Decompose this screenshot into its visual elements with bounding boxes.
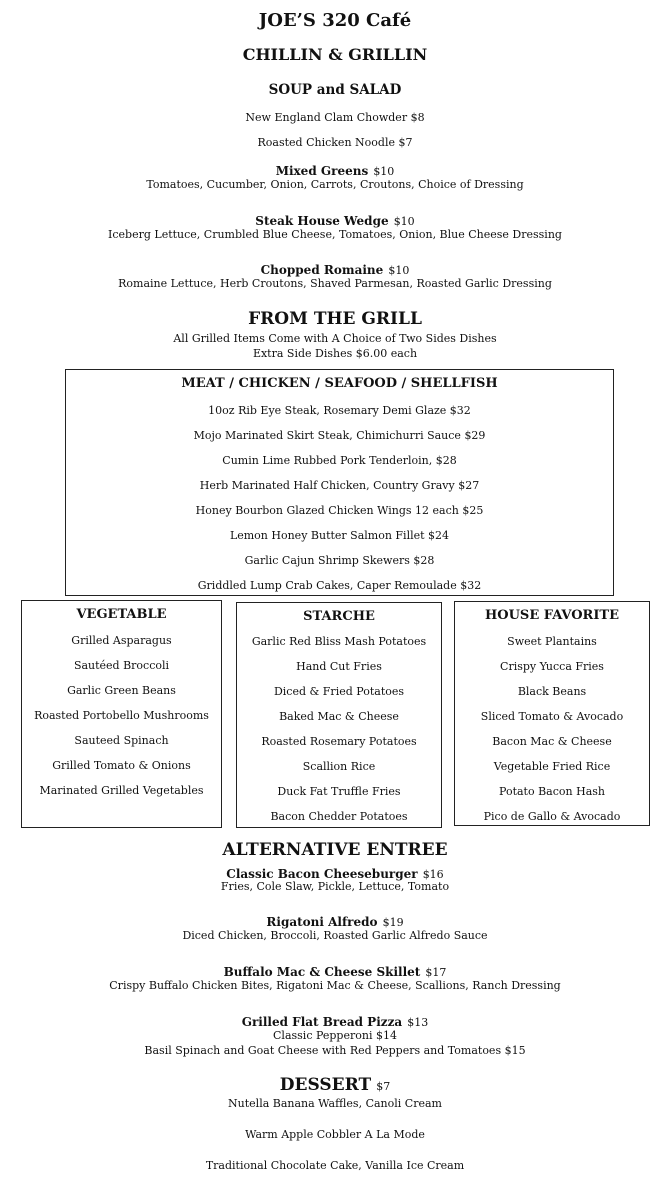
entree-name: Grilled Flat Bread Pizza	[241, 1015, 403, 1029]
grill-item: Mojo Marinated Skirt Steak, Chimichurri Sauce $29	[193, 429, 486, 442]
entree-item	[0, 911, 670, 930]
side-item: Pico de Gallo & Avocado	[483, 810, 621, 823]
entree-name: Classic Bacon Cheeseburger	[226, 867, 418, 881]
side-item: Diced & Fried Potatoes	[273, 685, 405, 698]
grill-item: Herb Marinated Half Chicken, Country Gravy $27	[199, 479, 480, 492]
grill-item: Cumin Lime Rubbed Pork Tenderloin, $28	[222, 454, 457, 467]
dessert-heading	[0, 1075, 670, 1095]
entree-name: Buffalo Mac & Cheese Skillet	[223, 965, 421, 979]
side-item: Hand Cut Fries	[296, 660, 382, 673]
entree-desc: Crispy Buffalo Chicken Bites, Rigatoni Mac & Cheese, Scallions, Ranch Dressing	[109, 979, 561, 992]
salad-item	[0, 160, 670, 179]
grill-item: Honey Bourbon Glazed Chicken Wings 12 each $25	[195, 504, 484, 517]
entree-desc: Fries, Cole Slaw, Pickle, Lettuce, Tomato	[220, 880, 450, 893]
side-item: Black Beans	[517, 685, 587, 698]
salad-price: $10	[393, 215, 415, 228]
soup-item: New England Clam Chowder $8	[245, 111, 425, 124]
grill-title: FROM THE GRILL	[248, 309, 422, 329]
entree-price: $17	[425, 966, 447, 979]
alternative-title: ALTERNATIVE ENTREE	[222, 840, 448, 860]
side-item: Garlic Green Beans	[67, 684, 176, 697]
entree-item	[0, 961, 670, 980]
house-favorite-title: HOUSE FAVORITE	[484, 608, 620, 623]
side-item: Garlic Red Bliss Mash Potatoes	[251, 635, 427, 648]
salad-item	[0, 259, 670, 278]
grill-item: 10oz Rib Eye Steak, Rosemary Demi Glaze $32	[208, 404, 471, 417]
soup-salad-title: SOUP and SALAD	[268, 82, 402, 98]
dessert-item: Nutella Banana Waffles, Canoli Cream	[228, 1097, 442, 1110]
side-item: Duck Fat Truffle Fries	[277, 785, 401, 798]
salad-name: Chopped Romaine	[260, 263, 384, 277]
entree-name: Rigatoni Alfredo	[266, 915, 378, 929]
entree-price: $13	[407, 1016, 429, 1029]
side-item: Sauteed Spinach	[74, 734, 169, 747]
side-item: Crispy Yucca Fries	[500, 660, 604, 673]
salad-item	[0, 210, 670, 229]
entree-desc: Classic Pepperoni $14	[273, 1029, 397, 1042]
vegetable-box	[21, 600, 222, 828]
cafe-name: JOE’S 320 Café	[258, 10, 412, 31]
salad-desc: Tomatoes, Cucumber, Onion, Carrots, Croutons, Choice of Dressing	[146, 178, 524, 191]
entree-price: $16	[422, 868, 444, 881]
grill-note: All Grilled Items Come with A Choice of Two Sides Dishes	[173, 332, 497, 345]
dessert-title: DESSERT	[279, 1075, 372, 1095]
side-item: Sliced Tomato & Avocado	[480, 710, 624, 723]
house-favorite-box	[454, 601, 650, 826]
salad-price: $10	[388, 264, 410, 277]
salad-price: $10	[373, 165, 395, 178]
grill-note: Extra Side Dishes $6.00 each	[252, 347, 418, 360]
side-item: Potato Bacon Hash	[499, 785, 605, 798]
side-item: Roasted Rosemary Potatoes	[261, 735, 417, 748]
starche-box	[236, 602, 442, 828]
side-item: Scallion Rice	[302, 760, 376, 773]
dessert-price: $7	[376, 1080, 391, 1093]
side-item: Bacon Mac & Cheese	[492, 735, 612, 748]
dessert-item: Traditional Chocolate Cake, Vanilla Ice Cream	[205, 1159, 465, 1172]
grill-box-title: MEAT / CHICKEN / SEAFOOD / SHELLFISH	[181, 376, 498, 391]
starche-title: STARCHE	[303, 609, 375, 624]
soup-item: Roasted Chicken Noodle $7	[257, 136, 413, 149]
side-item: Sweet Plantains	[507, 635, 597, 648]
salad-desc: Romaine Lettuce, Herb Croutons, Shaved Parmesan, Roasted Garlic Dressing	[118, 277, 552, 290]
entree-item	[0, 1011, 670, 1030]
entree-desc: Basil Spinach and Goat Cheese with Red Peppers and Tomatoes $15	[144, 1044, 526, 1057]
side-item: Sautéed Broccoli	[73, 659, 170, 672]
grill-item: Griddled Lump Crab Cakes, Caper Remoulade $32	[197, 579, 482, 592]
grill-box	[65, 369, 614, 596]
side-item: Vegetable Fried Rice	[493, 760, 611, 773]
side-item: Baked Mac & Cheese	[279, 710, 399, 723]
grill-item: Garlic Cajun Shrimp Skewers $28	[244, 554, 435, 567]
side-item: Bacon Chedder Potatoes	[270, 810, 408, 823]
side-item: Grilled Asparagus	[71, 634, 172, 647]
entree-desc: Diced Chicken, Broccoli, Roasted Garlic Alfredo Sauce	[182, 929, 488, 942]
tagline: CHILLIN & GRILLIN	[242, 45, 428, 64]
grill-item: Lemon Honey Butter Salmon Fillet $24	[229, 529, 450, 542]
salad-name: Steak House Wedge	[255, 214, 389, 228]
side-item: Roasted Portobello Mushrooms	[34, 709, 209, 722]
vegetable-title: VEGETABLE	[76, 607, 167, 622]
salad-desc: Iceberg Lettuce, Crumbled Blue Cheese, Tomatoes, Onion, Blue Cheese Dressing	[108, 228, 562, 241]
dessert-item: Warm Apple Cobbler A La Mode	[245, 1128, 425, 1141]
entree-price: $19	[382, 916, 404, 929]
side-item: Grilled Tomato & Onions	[52, 759, 191, 772]
salad-name: Mixed Greens	[275, 164, 369, 178]
side-item: Marinated Grilled Vegetables	[39, 784, 204, 797]
